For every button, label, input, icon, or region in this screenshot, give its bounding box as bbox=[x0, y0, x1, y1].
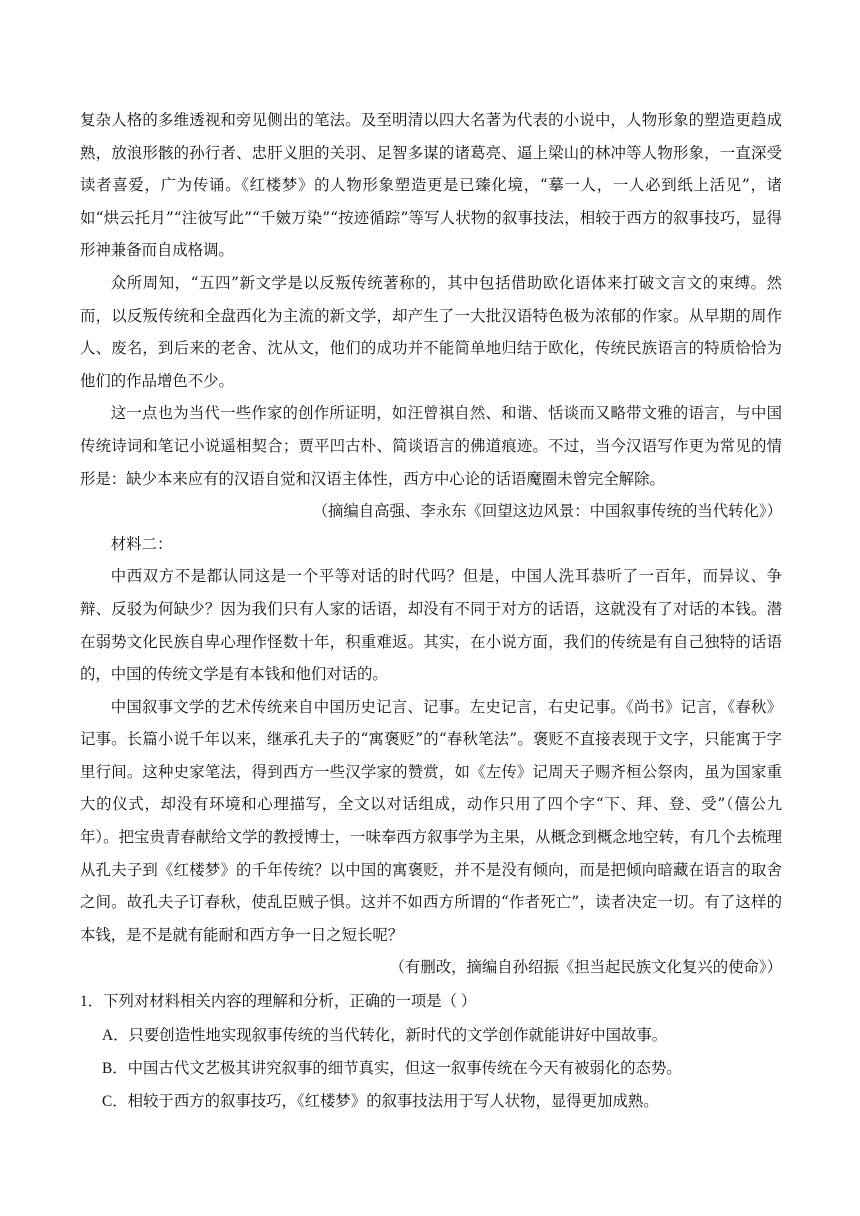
material2-paragraph-2: 中国叙事文学的艺术传统来自中国历史记言、记事。左史记言，右史记事。《尚书》记言，《春秋》记事。长篇小说千年以来，继承孔夫子的“寓褒贬”的“春秋笔法”。褒贬不直接表现于文字，只能寓于字里行间。这种史家笔法，得到西方一些汉学家的赞赏，如《左传》记周天子赐齐桓公祭肉，虽为国家重大的仪式，却没有环境和心理描写，全文以对话组成，动作只用了四个字“下、拜、登、受”（僖公九年）。把宝贵青春献给文学的教授博士，一味奉西方叙事学为主果，从概念到概念地空转，有几个去梳理从孔夫子到《红楼梦》的千年传统？以中国的寓褒贬，并不是没有倾向，而是把倾向暗藏在语言的取舍之间。故孔夫子订春秋，使乱臣贼子惧。这并不如西方所谓的“作者死亡”，读者决定一切。有了这样的本钱，是不是就有能耐和西方争一日之短长呢？ bbox=[80, 697, 782, 944]
question-1-option-c: C．相较于西方的叙事技巧，《红楼梦》的叙事技法用于写人状物，显得更加成熟。 bbox=[102, 1092, 659, 1110]
material2-label: 材料二： bbox=[110, 534, 173, 553]
question-1-stem: 1．下列对材料相关内容的理解和分析，正确的一项是（ ） bbox=[80, 993, 477, 1011]
material1-paragraph-3: 这一点也为当代一些作家的创作所证明，如汪曾祺自然、和谐、恬谈而又略带文雅的语言，与中国传统诗词和笔记小说遥相契合；贾平凹古朴、简谈语言的佛道痕迹。不过，当今汉语写作更为常见的情形是：缺少本来应有的汉语自觉和汉语主体性，西方中心论的话语魔圈未曾完全解除。 bbox=[80, 404, 782, 488]
material1-source: （摘编自高强、李永东《回望这边风景：中国叙事传统的当代转化》） bbox=[312, 502, 782, 521]
question-1-option-b: B．中国古代文艺极其讲究叙事的细节真实，但这一叙事传统在今天有被弱化的态势。 bbox=[102, 1059, 682, 1077]
material1-paragraph-1: 复杂人格的多维透视和旁见侧出的笔法。及至明清以四大名著为代表的小说中，人物形象的塑造更趋成熟，放浪形骸的孙行者、忠肝义胆的关羽、足智多谋的诸葛亮、逼上梁山的林冲等人物形象，一直深受读者喜爱，广为传诵。《红楼梦》的人物形象塑造更是已臻化境，“摹一人，一人必到纸上活见”，诸如“烘云托月”“注彼写此”“千皴万染”“按迹循踪”等写人状物的叙事技法，相较于西方的叙事技巧，显得形神兼备而自成格调。 bbox=[80, 111, 782, 260]
material1-paragraph-2: 众所周知，“五四”新文学是以反叛传统著称的，其中包括借助欧化语体来打破文言文的束缚。然而，以反叛传统和全盘西化为主流的新文学，却产生了一大批汉语特色极为浓郁的作家。从早期的周作人、废名，到后来的老舍、沈从文，他们的成功并不能简单地归结于欧化，传统民族语言的特质恰恰为他们的作品增色不少。 bbox=[80, 273, 782, 390]
question-1-option-a: A．只要创造性地实现叙事传统的当代转化，新时代的文学创作就能讲好中国故事。 bbox=[102, 1026, 668, 1044]
material2-paragraph-1: 中西双方不是都认同这是一个平等对话的时代吗？但是，中国人洗耳恭听了一百年，而异议、争辩、反驳为何缺少？因为我们只有人家的话语，却没有不同于对方的话语，这就没有了对话的本钱。潜在弱势文化民族自卑心理作怪数十年，积重难返。其实，在小说方面，我们的传统是有自己独特的话语的，中国的传统文学是有本钱和他们对话的。 bbox=[80, 567, 782, 684]
material2-source: （有删改，摘编自孙绍振《担当起民族文化复兴的使命》） bbox=[389, 958, 782, 977]
document-page bbox=[80, 104, 782, 1118]
